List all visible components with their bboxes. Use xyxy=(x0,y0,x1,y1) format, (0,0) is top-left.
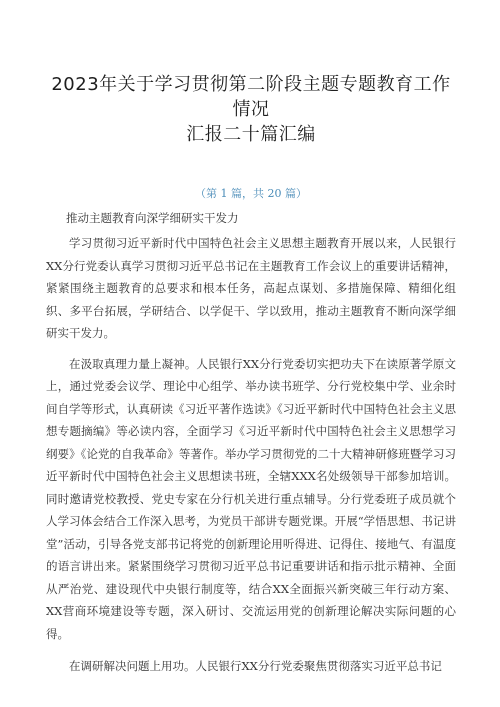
paragraph-research: 在调研解决问题上用功。人民银行XX分行党委聚焦贯彻落实习近平总书记 xyxy=(69,659,442,673)
title-line-1: 2023年关于学习贯彻第二阶段主题专题教育工作情况 xyxy=(51,74,451,120)
title-line-2: 汇报二十篇汇编 xyxy=(186,124,316,145)
paragraph-theory: 在汲取真理力量上凝神。人民银行XX分行党委切实把功夫下在读原著学原文上，通过党委会议学、理论中心组学、举办读书班学、分行党校集中学、业余时间自学等形式，认真研读《习近平著作选读》《习近平新时代中国特色社会主义思想专题摘编》等必读内容，全面学习《习近平新时代中国特色社会主义思想学习纲要》《论党的自我革命》等著作。举办学习贯彻党的二十大精神研修班暨学习习近平新时代中国特色社会主义思想读书班，全辖XXX名处级领导干部参加培训。同时邀请党校教授、党史专家在分行机关进行重点辅导。分行党委班子成员就个人学习体会结合工作深入思考，为党员干部讲专题党课。开展“学悟思想、书记讲堂”活动，引导各党支部书记将党的创新理论用听得进、记得住、接地气、有温度的语言讲出来。紧紧围绕学习贯彻习近平总书记重要讲话和指示批示精神、全面从严治党、建设现代中央银行制度等，结合XX全面振兴新突破三年行动方案、XX营商环境建设等专题，深入研讨、交流运用党的创新理论解决实际问题的心得。 xyxy=(46,356,456,641)
article-subtitle: 推动主题教育向深学细研实干发力 xyxy=(66,211,239,225)
paragraph-intro: 学习贯彻习近平新时代中国特色社会主义思想主题教育开展以来，人民银行XX分行党委认真学习贯彻习近平总书记在主题教育工作会议上的重要讲话精神，紧紧围绕主题教育的总要求和根本任务，高起点谋划、多措施保障、精细化组织、多平台拓展，学研结合、以学促干、学以致用，推动主题教育不断向深学细研实干发力。 xyxy=(46,236,456,340)
document-title xyxy=(46,0,456,147)
page-counter: （第 1 篇，共 20 篇） xyxy=(195,187,307,200)
